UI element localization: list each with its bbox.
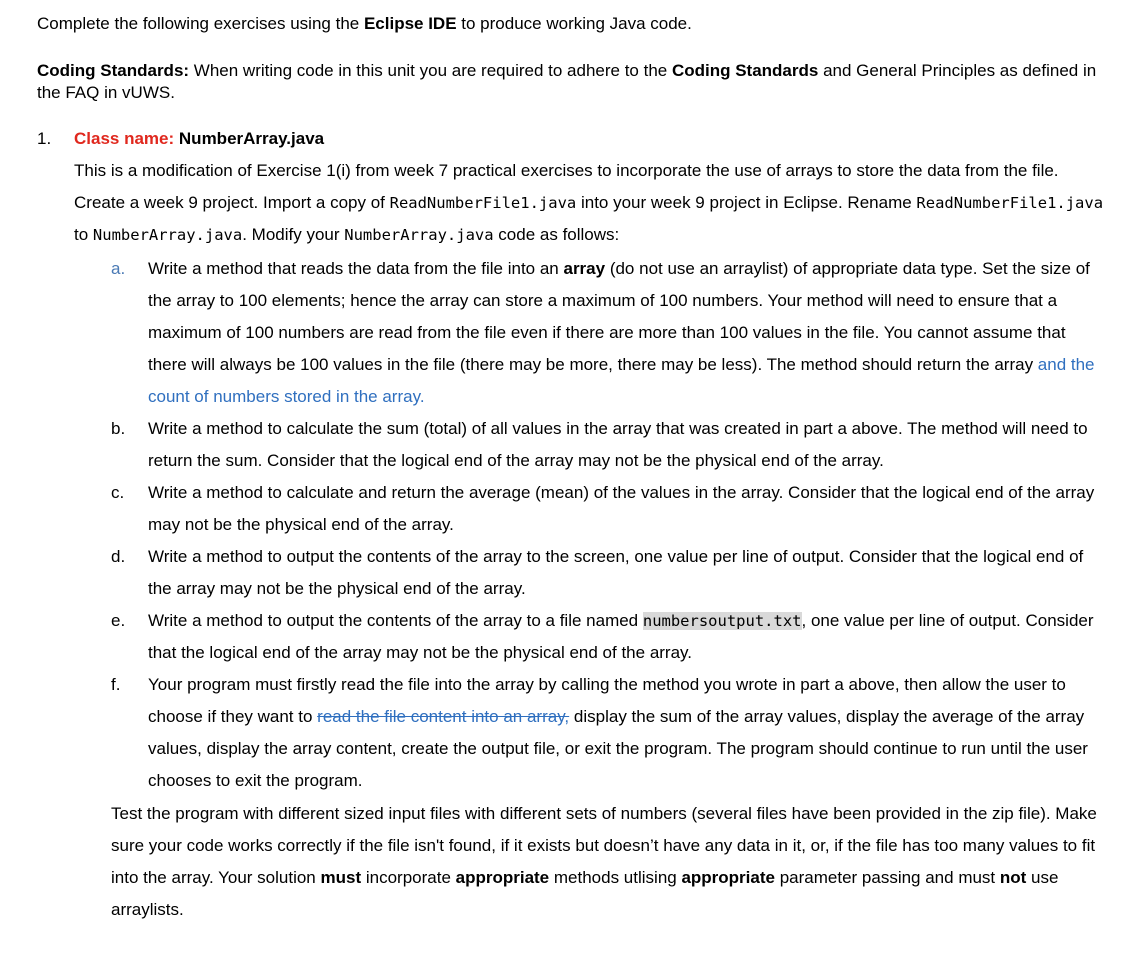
sub-task-d: [111, 541, 1106, 605]
code-numberarray-2: NumberArray.java: [344, 226, 494, 244]
sub-task-text: Write a method to output the contents of the array to a file named: [148, 611, 643, 630]
test-bold-not: not: [999, 868, 1027, 887]
test-text: incorporate: [361, 868, 456, 887]
description-text-3: to: [74, 225, 93, 244]
sub-task-label: c.: [111, 483, 125, 502]
sub-task-f: [111, 669, 1106, 797]
sub-task-text: display the sum of the array values, display the average of the array values, display the array content, create the output file, or exit the program. The program should continue to run until the user chooses to exit the program.: [148, 707, 1088, 790]
test-bold-appropriate: appropriate: [681, 868, 775, 887]
code-numberarray-1: NumberArray.java: [92, 226, 243, 244]
code-output-filename: numbersoutput.txt: [642, 612, 802, 630]
sub-task-struck-text: read the file content into an array,: [317, 707, 570, 726]
exercise-heading: [74, 128, 324, 150]
sub-task-a: [111, 253, 1106, 413]
sub-task-e: [111, 605, 1106, 669]
description-text-2: into your week 9 project in Eclipse. Rename: [576, 193, 917, 212]
test-bold-must: must: [320, 868, 362, 887]
class-name-value: NumberArray.java: [178, 129, 325, 148]
exercise-description: [74, 155, 1114, 251]
coding-standards-text: When writing code in this unit you are required to adhere to the: [189, 61, 672, 80]
sub-task-label: d.: [111, 547, 126, 566]
code-readnumberfile-2: ReadNumberFile1.java: [916, 194, 1104, 212]
sub-task-label: f.: [111, 675, 121, 694]
coding-standards-text-end: and General Principles as defined in the FAQ in vUWS.: [37, 61, 1097, 102]
test-bold-appropriate: appropriate: [455, 868, 550, 887]
test-text: use arraylists.: [111, 868, 1059, 919]
coding-standards-bold: Coding Standards: [671, 61, 819, 80]
exercise-number: 1.: [37, 129, 52, 148]
coding-standards-paragraph: [37, 60, 1102, 104]
sub-task-text: (do not use an arraylist) of appropriate data type. Set the size of the array to 100 elements; hence the array can store a maximum of 100 numbers. Your method will need to ensure that a maximum of 100 numbers are read from the file even if there are more than 100 values in the file. You cannot assume that there will always be 100 values in the file (there may be more, there may be less). The method should return the array: [148, 259, 1090, 374]
coding-standards-label: Coding Standards:: [37, 61, 190, 80]
sub-task-label: a.: [111, 259, 126, 278]
intro-text: Complete the following exercises using the: [37, 14, 364, 33]
sub-task-c: [111, 477, 1106, 541]
intro-text-end: to produce working Java code.: [456, 14, 692, 33]
sub-task-added-text: and the count of numbers stored in the array.: [148, 355, 1095, 406]
sub-task-b: [111, 413, 1106, 477]
sub-task-text: Write a method that reads the data from the file into an: [148, 259, 564, 278]
sub-task-text: Write a method to calculate and return the average (mean) of the values in the array. Consider that the logical end of the array may not be the physical end of the array.: [148, 483, 1095, 534]
sub-task-text: Your program must firstly read the file into the array by calling the method you wrote in part a above, then allow the user to choose if they want to: [148, 675, 1066, 726]
intro-paragraph: [37, 13, 692, 35]
description-text-1: This is a modification of Exercise 1(i) from week 7 practical exercises to incorporate the use of arrays to store the data from the file. Create a week 9 project. Import a copy of: [74, 161, 1059, 212]
code-readnumberfile-1: ReadNumberFile1.java: [389, 194, 577, 212]
sub-task-list: [111, 253, 1106, 797]
class-name-label: Class name:: [74, 129, 175, 148]
test-text: parameter passing and must: [774, 868, 1000, 887]
test-text: Test the program with different sized input files with different sets of numbers (several files have been provided in the zip file). Make sure your code works correctly if the file isn't found, if it exists but doesn’t have any data in it, or, if the file has too many values to fit into the array. Your solution: [111, 804, 1097, 887]
description-text-4: . Modify your: [242, 225, 345, 244]
sub-task-text: , one value per line of output. Consider that the logical end of the array may not be the physical end of the array.: [148, 611, 1094, 662]
test-paragraph: [111, 798, 1111, 926]
sub-task-bold: array: [563, 259, 606, 278]
sub-task-label: e.: [111, 611, 126, 630]
sub-task-label: b.: [111, 419, 126, 438]
test-text: methods utlising: [549, 868, 682, 887]
intro-eclipse-ide: Eclipse IDE: [363, 14, 457, 33]
sub-task-text: Write a method to calculate the sum (total) of all values in the array that was created in part a above. The method will need to return the sum. Consider that the logical end of the array may not be the physical end of the array.: [148, 419, 1088, 470]
sub-task-text: Write a method to output the contents of the array to the screen, one value per line of output. Consider that the logical end of the array may not be the physical end of the array.: [148, 547, 1084, 598]
description-text-5: code as follows:: [493, 225, 620, 244]
